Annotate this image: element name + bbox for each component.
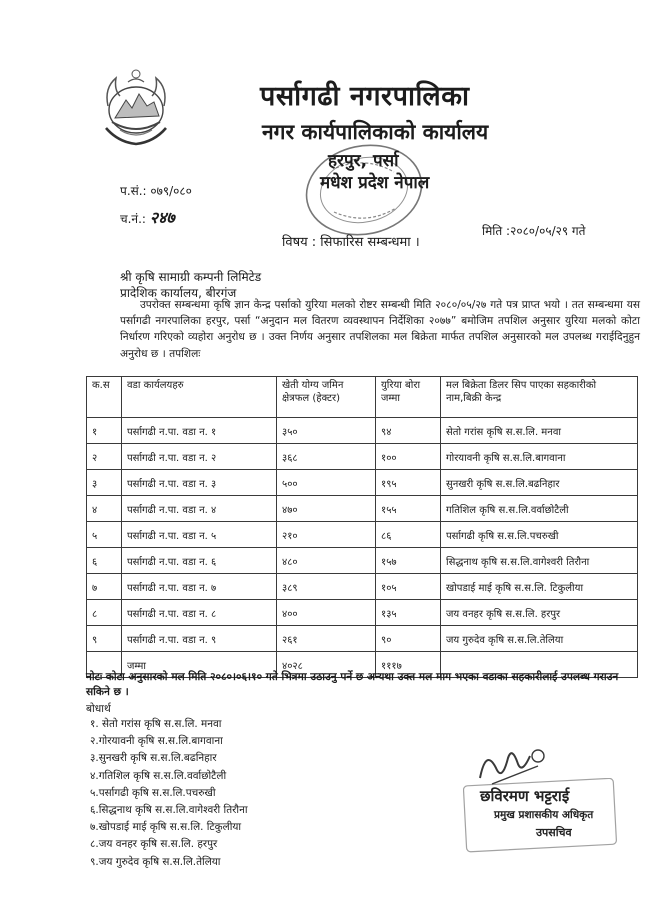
row-serial: ६ <box>87 548 122 574</box>
row-serial: ३ <box>87 470 122 496</box>
row-bags: १०५ <box>376 574 441 600</box>
header-ward: वडा कार्यलयहरु <box>122 377 277 418</box>
dispatch-number: २४७ <box>149 208 175 227</box>
row-bags: १९५ <box>376 470 441 496</box>
municipality-name: पर्सागढी नगरपालिका <box>260 81 470 112</box>
row-bags: ९४ <box>376 418 441 444</box>
row-dealer: पर्सागढी कृषि स.स.लि.पचरुखी <box>441 522 638 548</box>
header-area: खेती योग्य जमिन क्षेत्रफल (हेक्टर) <box>277 377 376 418</box>
signatory-name: छविरमण भट्टराई <box>480 787 570 805</box>
row-serial: ९ <box>87 626 122 652</box>
table-header-row <box>87 377 638 418</box>
list-item: २.गोरयावनी कृषि स.स.लि.बागवाना <box>90 735 223 748</box>
table-row <box>87 470 638 496</box>
list-item: ४.गतिशिल कृषि स.स.लि.वर्वाछोटैली <box>90 769 227 782</box>
row-serial: ५ <box>87 522 122 548</box>
letter-note: नोटः कोटा अनुसारको मल मिति २०८०।०६।१० गते भित्रमा उठाउनु पर्ने छ अन्यथा उक्त मल माग भएका वडाका सहकारीलाई उपलब्ध गराउन सकिने छ । <box>86 671 619 698</box>
row-ward: पर्सागढी न.पा. वडा न. ५ <box>122 522 277 548</box>
header-bags: युरिया बोरा जम्मा <box>376 377 441 418</box>
row-area: २१० <box>277 522 376 548</box>
row-bags: १०० <box>376 444 441 470</box>
row-serial: २ <box>87 444 122 470</box>
province-name: मधेश प्रदेश नेपाल <box>320 173 430 193</box>
table-row <box>87 496 638 522</box>
row-ward: पर्सागढी न.पा. वडा न. २ <box>122 444 277 470</box>
table-row <box>87 626 638 652</box>
header-dealer: मल बिक्रेता डिलर सिप पाएका सहकारीको नाम,बिक्री केन्द्र <box>441 377 638 418</box>
dispatch-number-label: च.नं.: <box>120 212 146 226</box>
row-area: २६१ <box>277 626 376 652</box>
row-serial: ८ <box>87 600 122 626</box>
row-bags: १५५ <box>376 496 441 522</box>
row-area: ५०० <box>277 470 376 496</box>
table-row <box>87 522 638 548</box>
row-bags: १५७ <box>376 548 441 574</box>
row-ward: पर्सागढी न.पा. वडा न. ६ <box>122 548 277 574</box>
row-ward: पर्सागढी न.पा. वडा न. ७ <box>122 574 277 600</box>
row-dealer: खोपडाई माई कृषि स.स.लि. टिकुलीया <box>441 574 638 600</box>
list-item: ३.सुनखरी कृषि स.स.लि.बढनिहार <box>90 752 217 765</box>
row-area: ४०० <box>277 600 376 626</box>
row-bags: ९० <box>376 626 441 652</box>
row-area: ३८९ <box>277 574 376 600</box>
letter-reference-number: प.सं.: ०७९/०८० <box>120 184 192 198</box>
row-dealer: सिद्धनाथ कृषि स.स.लि.वागेश्वरी तिरौना <box>441 548 638 574</box>
list-item: ९.जय गुरुदेव कृषि स.स.लि.तेलिया <box>90 855 221 868</box>
header-serial: क.स <box>87 377 122 418</box>
list-item: १. सेतो गरांस कृषि स.स.लि. मनवा <box>90 718 222 730</box>
signatory-title: प्रमुख प्रशासकीय अधिकृत <box>494 809 594 821</box>
row-dealer: जय वनहर कृषि स.स.लि. हरपुर <box>441 600 638 626</box>
row-area: ३५० <box>277 418 376 444</box>
row-ward: पर्सागढी न.पा. वडा न. ४ <box>122 496 277 522</box>
addressee-office: प्रादेशिक कार्यालय, बीरगंज <box>120 286 237 300</box>
row-serial: ७ <box>87 574 122 600</box>
row-dealer: सुनखरी कृषि स.स.लि.बढनिहार <box>441 470 638 496</box>
table-row <box>87 548 638 574</box>
row-serial: १ <box>87 418 122 444</box>
row-ward: पर्सागढी न.पा. वडा न. ९ <box>122 626 277 652</box>
dispatch-number-row <box>120 206 175 228</box>
list-item: ६.सिद्धनाथ कृषि स.स.लि.वागेश्वरी तिरौना <box>90 804 248 817</box>
row-ward: पर्सागढी न.पा. वडा न. ८ <box>122 600 277 626</box>
row-bags: १३५ <box>376 600 441 626</box>
letter-date: मिति :२०८०/०५/२९ गते <box>482 224 586 238</box>
list-item: ७.खोपडाई माई कृषि स.स.लि. टिकुलीया <box>90 821 242 834</box>
row-serial: ४ <box>87 496 122 522</box>
cc-heading: बोधार्थ <box>86 703 111 715</box>
allocation-table <box>86 376 638 678</box>
total-area: ४०२८ <box>277 652 376 678</box>
row-dealer: सेतो गरांस कृषि स.स.लि. मनवा <box>441 418 638 444</box>
letter-subject: विषय : सिफारिस सम्बन्धमा । <box>282 235 420 250</box>
cc-list <box>90 716 248 871</box>
signatory-rank: उपसचिव <box>536 826 572 839</box>
nepal-emblem-icon <box>98 66 174 148</box>
table-row <box>87 574 638 600</box>
addressee-name: श्री कृषि सामाग्री कम्पनी लिमिटेड <box>120 270 262 284</box>
row-dealer: गतिशिल कृषि स.स.लि.वर्वाछोटैली <box>441 496 638 522</box>
office-place: हरपुर, पर्सा <box>328 151 399 171</box>
row-ward: पर्सागढी न.पा. वडा न. ३ <box>122 470 277 496</box>
row-dealer: जय गुरुदेव कृषि स.स.लि.तेलिया <box>441 626 638 652</box>
row-area: ४८० <box>277 548 376 574</box>
row-area: ४७० <box>277 496 376 522</box>
office-name: नगर कार्यपालिकाको कार्यालय <box>262 120 489 144</box>
row-area: ३६८ <box>277 444 376 470</box>
row-ward: पर्सागढी न.पा. वडा न. १ <box>122 418 277 444</box>
table-row <box>87 418 638 444</box>
letter-body: उपरोक्त सम्बन्धमा कृषि ज्ञान केन्द्र पर्साको युरिया मलको रोष्टर सम्बन्धी मिति २०८०/०५/२७ गते पत्र प्राप्त भयो । तत सम्बन्धमा यस पर्सागढी नगरपालिका हरपुर, पर्सा “अनुदान मल वितरण व्यवस्थापन निर्देशिका २०७७” बमोजिम तपशिल अनुसार युरिया मलको कोटा निर्धारण गरिएको व्यहोरा अनुरोध छ । उक्त निर्णय अनुसार तपशिलका मल बिक्रेता मार्फत तपशिल अनुसारको मल उपलब्ध गराईदिनुहुन अनुरोध छ । तपशिलः <box>120 299 640 360</box>
total-bags: १११७ <box>376 652 441 678</box>
table-row <box>87 600 638 626</box>
row-bags: ८६ <box>376 522 441 548</box>
list-item: ८.जय वनहर कृषि स.स.लि. हरपुर <box>90 838 218 851</box>
row-dealer: गोरयावनी कृषि स.स.लि.बागवाना <box>441 444 638 470</box>
table-row <box>87 444 638 470</box>
list-item: ५.पर्सागढी कृषि स.स.लि.पचरुखी <box>90 786 216 799</box>
total-label: जम्मा <box>122 652 277 678</box>
